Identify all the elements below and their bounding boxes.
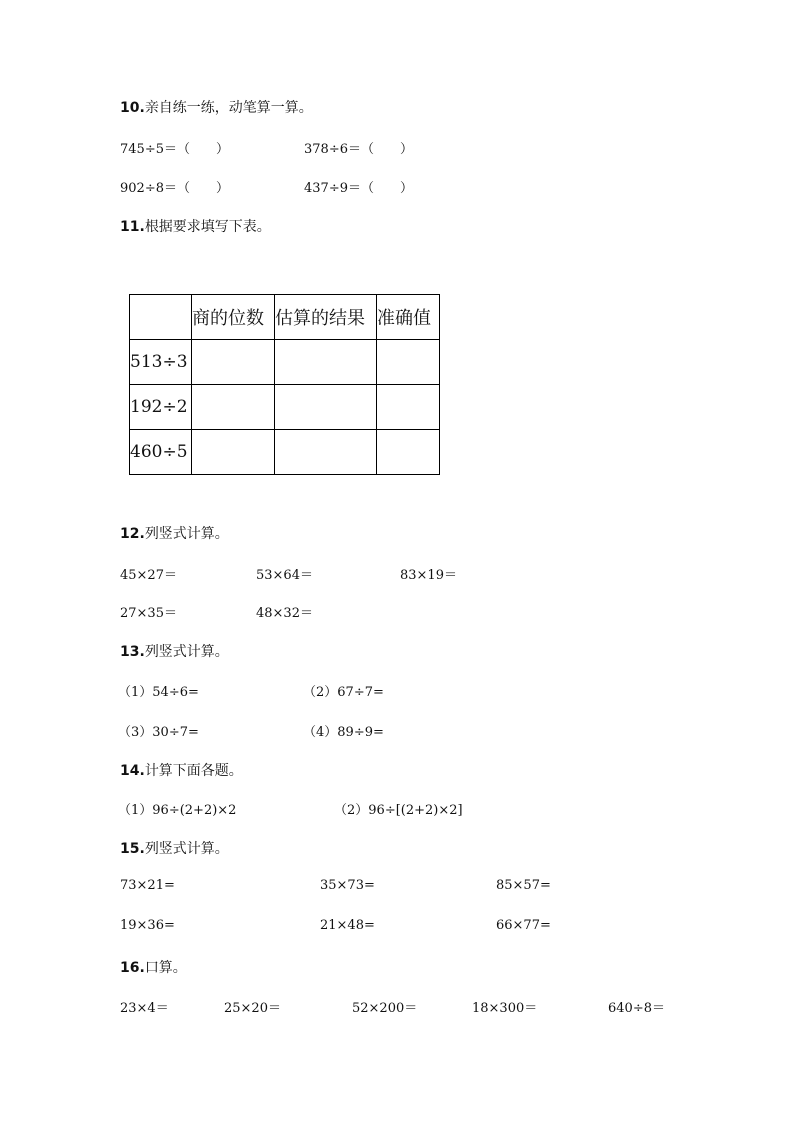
q13-item-3: （3）30÷7= xyxy=(118,725,199,740)
question-12-number: 12. xyxy=(120,526,145,542)
table-cell-blank[interactable] xyxy=(192,340,275,385)
question-11-heading xyxy=(120,216,271,236)
q10-item-3: 902÷8＝（ ） xyxy=(120,181,229,196)
table-cell-blank[interactable] xyxy=(275,385,377,430)
table-row-label: 460÷5 xyxy=(130,430,192,475)
table-cell-blank[interactable] xyxy=(192,385,275,430)
table-header-quotient-digits: 商的位数 xyxy=(192,295,275,340)
question-16-heading xyxy=(120,957,187,977)
table-cell-blank[interactable] xyxy=(275,340,377,385)
table-row xyxy=(130,385,440,430)
question-13-title: 列竖式计算。 xyxy=(144,644,229,660)
q15-item-1: 73×21= xyxy=(120,878,175,893)
q16-item-5: 640÷8＝ xyxy=(608,1001,665,1016)
question-14-heading xyxy=(120,760,243,780)
table-cell-blank[interactable] xyxy=(377,385,440,430)
table-cell-blank[interactable] xyxy=(377,430,440,475)
question-11-title: 根据要求填写下表。 xyxy=(144,219,271,235)
estimation-table xyxy=(129,294,440,475)
question-16-title: 口算。 xyxy=(144,960,187,976)
question-10-number: 10. xyxy=(120,100,145,116)
question-15-title: 列竖式计算。 xyxy=(144,841,229,857)
q13-item-4: （4）89÷9= xyxy=(303,725,384,740)
question-13-number: 13. xyxy=(120,644,145,660)
q12-item-2: 53×64＝ xyxy=(256,568,313,583)
q10-item-4: 437÷9＝（ ） xyxy=(304,181,413,196)
question-12-heading xyxy=(120,523,229,543)
q16-item-1: 23×4＝ xyxy=(120,1001,169,1016)
table-row-label: 192÷2 xyxy=(130,385,192,430)
q12-item-5: 48×32＝ xyxy=(256,606,313,621)
q13-item-1: （1）54÷6= xyxy=(118,685,199,700)
question-14-title: 计算下面各题。 xyxy=(144,763,243,779)
q14-item-1: （1）96÷(2+2)×2 xyxy=(118,803,237,818)
table-cell-blank[interactable] xyxy=(377,340,440,385)
q16-item-2: 25×20＝ xyxy=(224,1001,281,1016)
q15-item-2: 35×73= xyxy=(320,878,375,893)
table-header-corner xyxy=(130,295,192,340)
q16-item-3: 52×200＝ xyxy=(352,1001,418,1016)
table-header-estimate: 估算的结果 xyxy=(275,295,377,340)
question-15-heading xyxy=(120,838,229,858)
table-row-label: 513÷3 xyxy=(130,340,192,385)
question-11-number: 11. xyxy=(120,219,145,235)
q12-item-3: 83×19＝ xyxy=(400,568,457,583)
q15-item-3: 85×57= xyxy=(496,878,551,893)
table-row xyxy=(130,340,440,385)
q12-item-4: 27×35＝ xyxy=(120,606,177,621)
q15-item-4: 19×36= xyxy=(120,918,175,933)
question-10-title: 亲自练一练，动笔算一算。 xyxy=(144,100,313,116)
q12-item-1: 45×27＝ xyxy=(120,568,177,583)
q15-item-5: 21×48= xyxy=(320,918,375,933)
question-13-heading xyxy=(120,641,229,661)
question-16-number: 16. xyxy=(120,960,145,976)
question-12-title: 列竖式计算。 xyxy=(144,526,229,542)
table-header-exact: 准确值 xyxy=(377,295,440,340)
table-cell-blank[interactable] xyxy=(192,430,275,475)
q14-item-2: （2）96÷[(2+2)×2] xyxy=(334,803,463,818)
table-cell-blank[interactable] xyxy=(275,430,377,475)
q10-item-1: 745÷5＝（ ） xyxy=(120,142,229,157)
question-14-number: 14. xyxy=(120,763,145,779)
q10-item-2: 378÷6＝（ ） xyxy=(304,142,413,157)
q16-item-4: 18×300＝ xyxy=(472,1001,538,1016)
q15-item-6: 66×77= xyxy=(496,918,551,933)
table-row xyxy=(130,430,440,475)
q13-item-2: （2）67÷7= xyxy=(303,685,384,700)
table-header-row xyxy=(130,295,440,340)
question-10-heading xyxy=(120,97,313,117)
question-15-number: 15. xyxy=(120,841,145,857)
